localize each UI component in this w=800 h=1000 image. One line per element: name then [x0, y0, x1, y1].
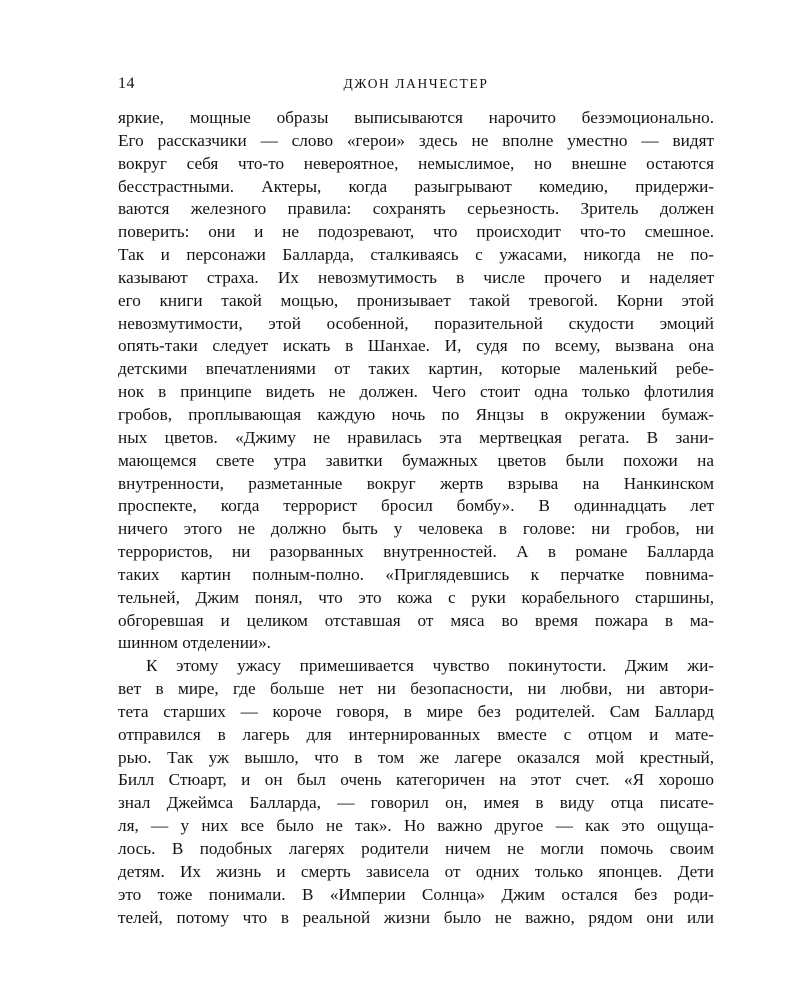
text-line: тельней, Джим понял, что это кожа с руки корабельного старшины, [118, 587, 714, 607]
text-line: шинном отделении». [118, 633, 271, 653]
text-line: казывают страха. Их невозмутимость в числе прочего и наделяет [118, 267, 714, 287]
text-line: ных цветов. «Джиму не нравилась эта мертвецкая регата. В зани- [118, 427, 714, 447]
text-line: внутренности, разметанные вокруг жертв взрыва на Нанкинском [118, 473, 714, 493]
text-line: вет в мире, где больше нет ни безопасности, ни любви, ни автори- [118, 679, 714, 699]
text-line: лось. В подобных лагерях родители ничем не могли помочь своим [118, 839, 714, 858]
running-head [118, 74, 714, 94]
body-text [118, 107, 714, 929]
page-number: 14 [118, 75, 135, 92]
text-line: рью. Так уж вышло, что в том же лагере оказался мой крестный, [118, 747, 714, 767]
text-line: тета старших — короче говоря, в мире без родителей. Сам Баллард [118, 701, 714, 721]
text-line: вокруг себя что-то невероятное, немыслимое, но внешне остаются [118, 153, 714, 173]
text-line: ваются железного правила: сохранять серьезность. Зритель должен [118, 199, 714, 219]
text-line: поверить: они и не подозревают, что происходит что-то смешное. [118, 222, 714, 242]
text-line: отправился в лагерь для интернированных вместе с отцом и мате- [118, 724, 714, 744]
running-title: ДЖОН ЛАНЧЕСТЕР [343, 76, 489, 91]
text-line: детям. Их жизнь и смерть зависела от одних только японцев. Дети [118, 861, 714, 881]
text-line: обгоревшая и целиком отставшая от мяса во время пожара в ма- [118, 610, 714, 630]
text-line: невозмутимости, этой особенной, поразительной скудости эмоций [118, 313, 714, 333]
text-line: проспекте, когда террорист бросил бомбу». В одиннадцать лет [118, 496, 714, 516]
text-line: телей, потому что в реальной жизни было не важно, рядом они или [118, 907, 714, 927]
text-line: его книги такой мощью, пронизывает такой тревогой. Корни этой [118, 290, 714, 310]
text-line: это тоже понимали. В «Империи Солнца» Джим остался без роди- [118, 884, 714, 904]
text-line: мающемся свете утра завитки бумажных цветов были похожи на [118, 450, 714, 470]
text-line: террористов, ни разорванных внутренностей. А в романе Балларда [118, 542, 714, 562]
text-line: опять-таки следует искать в Шанхае. И, судя по всему, вызвана она [118, 336, 714, 356]
text-line: бесстрастными. Актеры, когда разыгрывают комедию, придержи- [118, 176, 714, 196]
text-line: Билл Стюарт, и он был очень категоричен на этот счет. «Я хорошо [118, 770, 714, 790]
text-line: таких картин полным-полно. «Приглядевшись к перчатке повнима- [118, 564, 714, 584]
text-line: К этому ужасу примешивается чувство покинутости. Джим жи- [146, 656, 714, 676]
text-line: нок в принципе видеть не должен. Чего стоит одна только флотилия [118, 382, 714, 402]
text-line: детскими впечатлениями от таких картин, которые маленький ребе- [118, 359, 714, 379]
text-line: яркие, мощные образы выписываются нарочито безэмоционально. [118, 108, 714, 127]
text-line: Так и персонажи Балларда, сталкиваясь с ужасами, никогда не по- [118, 245, 714, 265]
text-line: Его рассказчики — слово «герои» здесь не вполне уместно — видят [118, 130, 714, 150]
text-line: ля, — у них все было не так». Но важно другое — как это ощуща- [118, 816, 714, 836]
text-line: гробов, проплывающая каждую ночь по Янцзы в окружении бумаж- [118, 404, 714, 424]
text-line: ничего этого не должно быть у человека в голове: ни гробов, ни [118, 519, 714, 539]
text-line: знал Джеймса Балларда, — говорил он, имея в виду отца писате- [118, 793, 714, 813]
